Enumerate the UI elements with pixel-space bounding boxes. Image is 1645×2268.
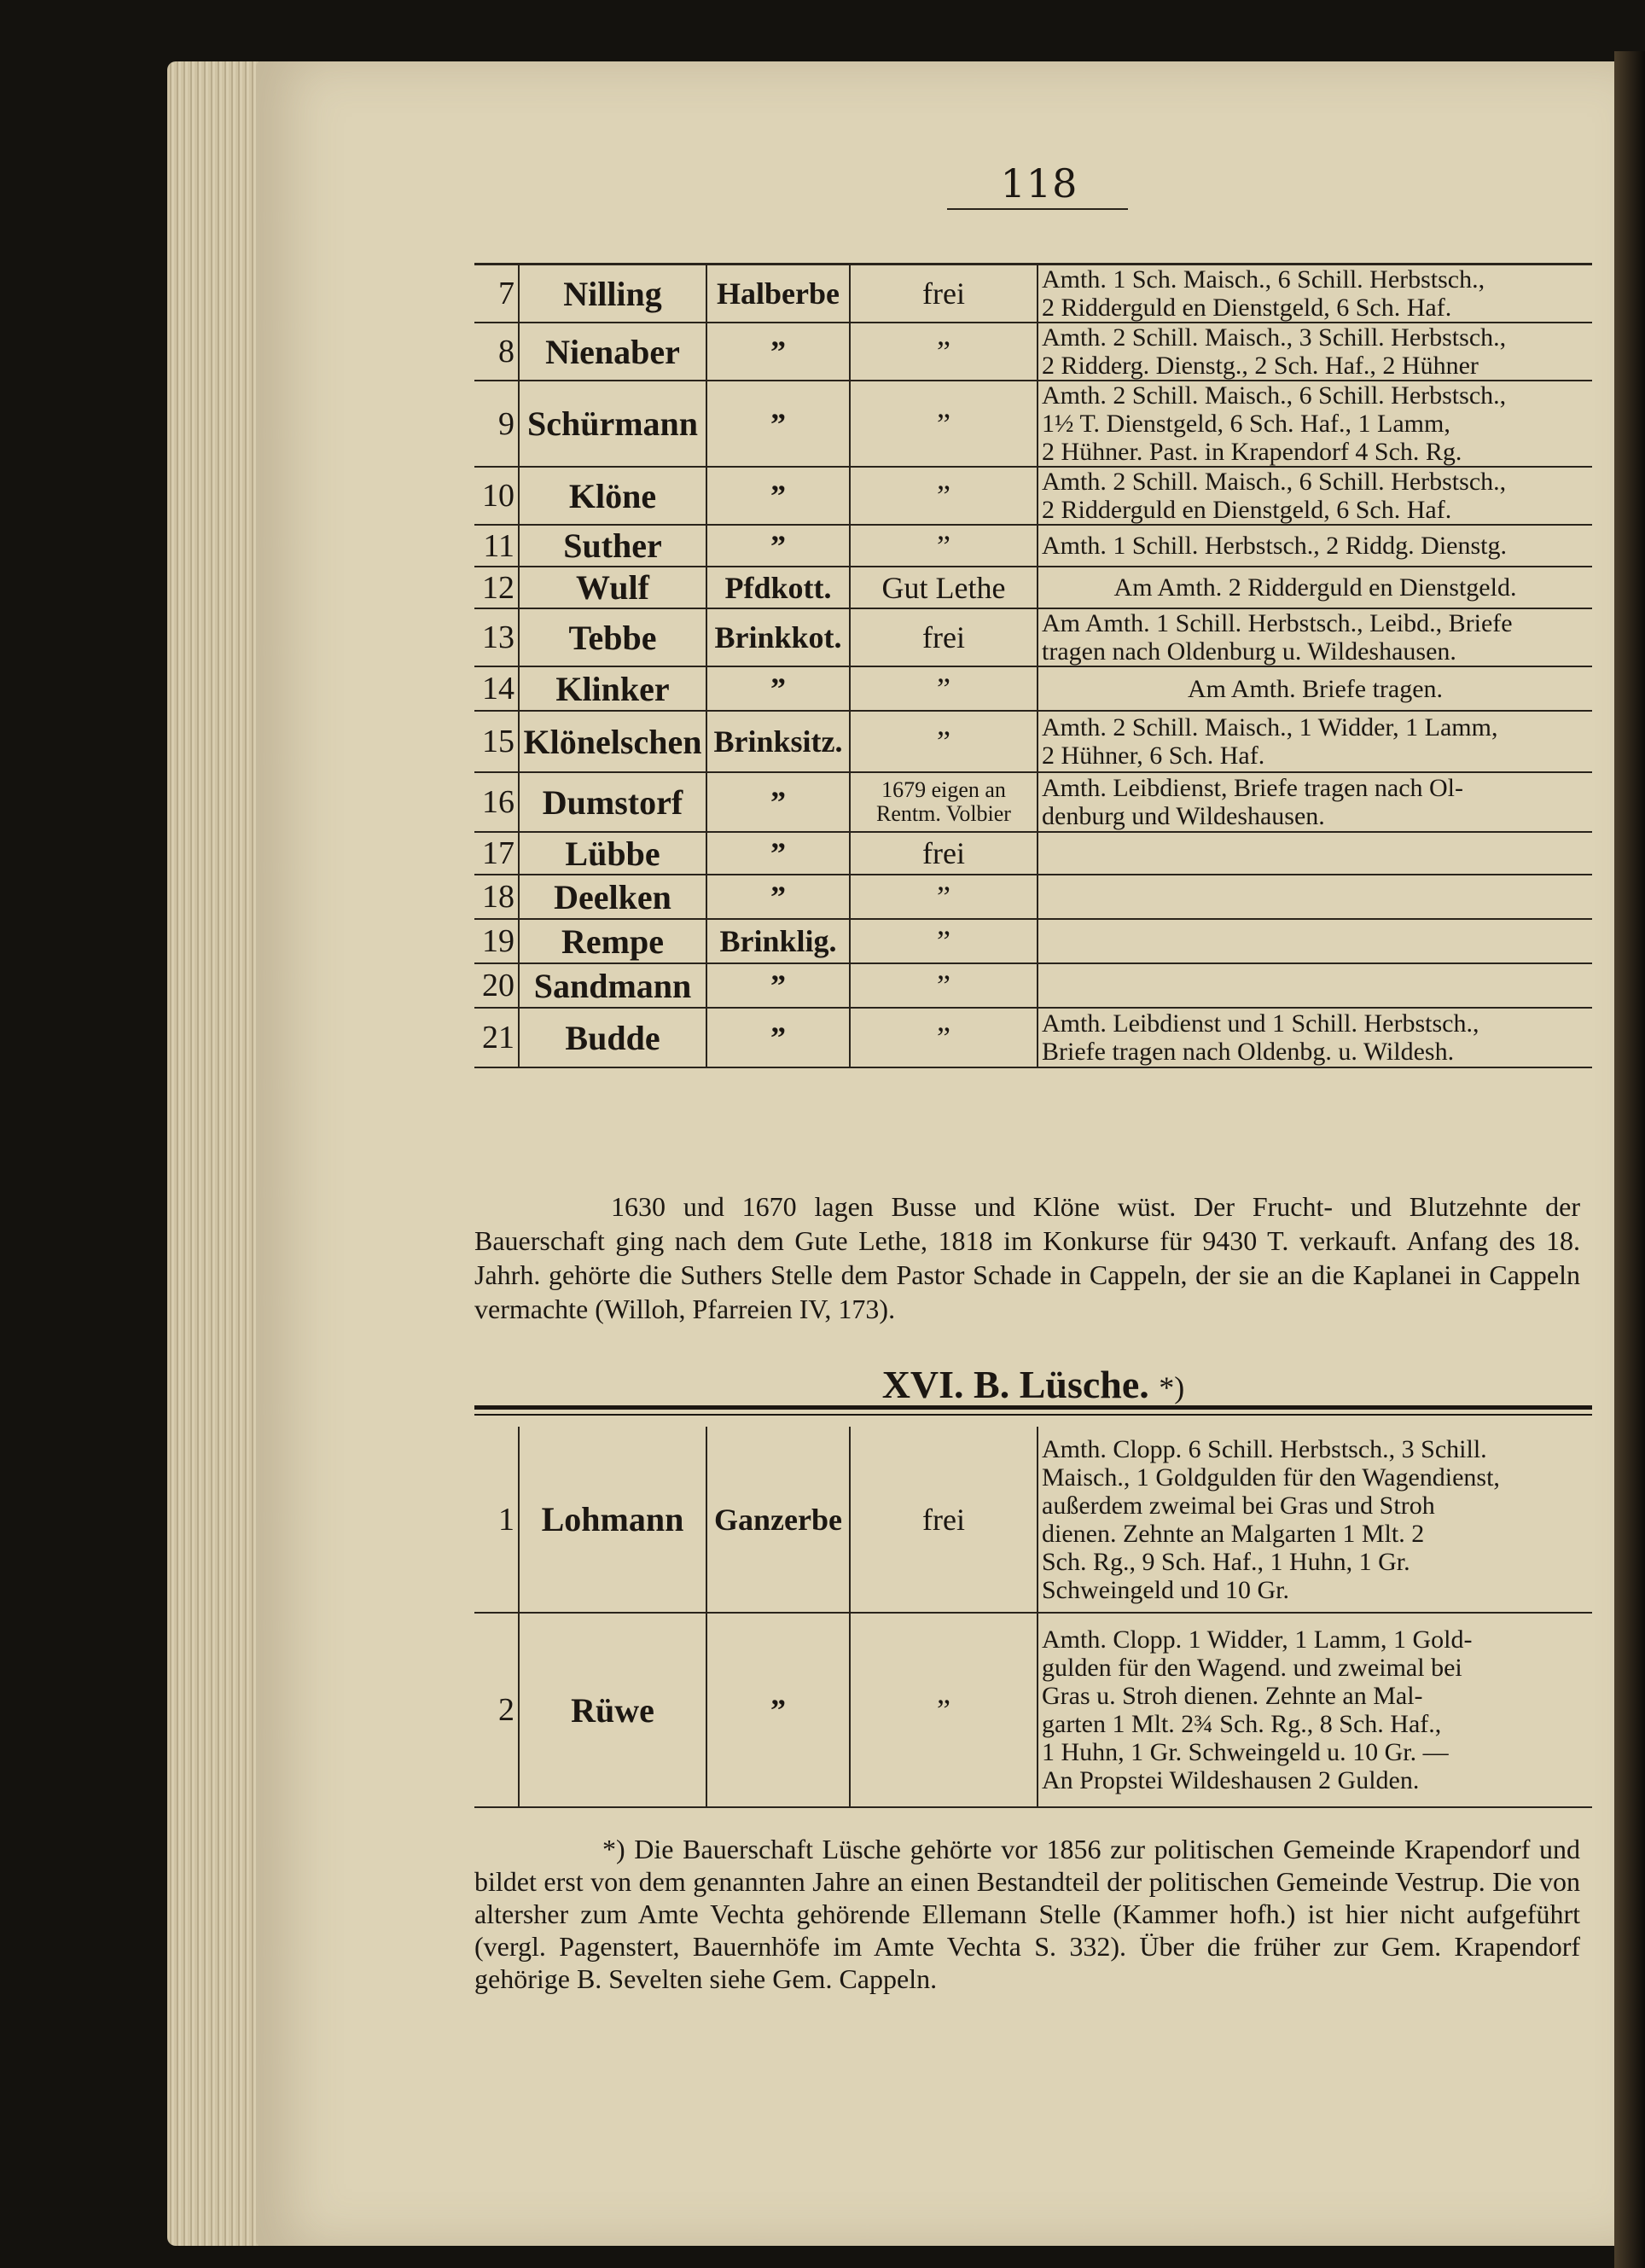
obligation-line: Amth. 2 Schill. Maisch., 6 Schill. Herbstsch., bbox=[1042, 381, 1507, 410]
obligation-line: Gras u. Stroh dienen. Zehnte an Mal- bbox=[1042, 1682, 1423, 1710]
row-number: 19 bbox=[474, 919, 519, 963]
obligation-line: Amth. 2 Schill. Maisch., 6 Schill. Herbstsch., bbox=[1042, 468, 1507, 496]
owner: ” bbox=[850, 711, 1038, 772]
obligation-line: 2 Hühner, 6 Sch. Haf. bbox=[1042, 741, 1265, 770]
farm-status: ” bbox=[706, 963, 850, 1008]
farm-status: ” bbox=[706, 467, 850, 525]
table-row bbox=[474, 875, 1592, 919]
obligations bbox=[1038, 1427, 1592, 1613]
section-double-rule bbox=[474, 1405, 1592, 1416]
farm-status: ” bbox=[706, 381, 850, 467]
obligation-line: Amth. Leibdienst und 1 Schill. Herbstsch., bbox=[1042, 1009, 1479, 1038]
owner: ” bbox=[850, 875, 1038, 919]
row-number: 20 bbox=[474, 963, 519, 1008]
table-row bbox=[474, 467, 1592, 525]
obligation-line: gulden für den Wagend. und zweimal bei bbox=[1042, 1654, 1462, 1682]
farm-status: ” bbox=[706, 1613, 850, 1807]
farm-status: Brinklig. bbox=[706, 919, 850, 963]
obligation-line: Amth. 2 Schill. Maisch., 3 Schill. Herbstsch., bbox=[1042, 323, 1507, 352]
row-number: 14 bbox=[474, 666, 519, 711]
table-row bbox=[474, 567, 1592, 608]
farm-name: Nienaber bbox=[519, 323, 706, 381]
obligations bbox=[1038, 1613, 1592, 1807]
table-row bbox=[474, 525, 1592, 567]
obligation-line: 1 Huhn, 1 Gr. Schweingeld u. 10 Gr. — bbox=[1042, 1738, 1449, 1766]
history-paragraph: 1630 und 1670 lagen Busse und Klöne wüst. Der Frucht- und Blutzehnte der Bauerschaft ging nach dem Gute Lethe, 1818 im Konkurse für 9430 T. verkauft. Anfang des 18. Jahrh. gehörte die Suthers Stelle dem Pastor Schade in Cappeln, der sie an die Kaplanei in Cappeln vermachte (Willoh, Pfarreien IV, 173). bbox=[474, 1191, 1580, 1324]
footnote: *) Die Bauerschaft Lüsche gehörte vor 1856 zur politischen Gemeinde Krapendorf und bildet erst von dem genannten Jahre an einen Bestandteil der politischen Gemeinde Vestrup. Die von altersher zum Amte Vechta gehörende Ellemann Stelle (Kammer hofh.) ist hier nicht aufgeführt (vergl. Pagenstert, Bauernhöfe im Amte Vechta S. 332). Über die früher zur Gem. Krapendorf gehörige B. Sevelten siehe Gem. Cappeln. bbox=[474, 1834, 1580, 1994]
obligation-line: Schweingeld und 10 Gr. bbox=[1042, 1575, 1289, 1604]
farm-name: Dumstorf bbox=[519, 772, 706, 832]
farm-status: Brinkkot. bbox=[706, 608, 850, 666]
owner: frei bbox=[850, 608, 1038, 666]
obligations bbox=[1038, 919, 1592, 963]
owner: frei bbox=[850, 1427, 1038, 1613]
farm-name: Lohmann bbox=[519, 1427, 706, 1613]
obligation-line: Maisch., 1 Goldgulden für den Wagendienst, bbox=[1042, 1463, 1500, 1492]
owner: ” bbox=[850, 919, 1038, 963]
owner: ” bbox=[850, 1613, 1038, 1807]
owner: ” bbox=[850, 381, 1038, 467]
row-number: 11 bbox=[474, 525, 519, 567]
obligation-line: garten 1 Mlt. 2¾ Sch. Rg., 8 Sch. Haf., bbox=[1042, 1710, 1442, 1738]
table-row bbox=[474, 919, 1592, 963]
obligation-line: Amth. Clopp. 6 Schill. Herbstsch., 3 Schill. bbox=[1042, 1434, 1487, 1463]
farm-name: Klöne bbox=[519, 467, 706, 525]
obligation-line: Am Amth. 2 Ridderguld en Dienstgeld. bbox=[1113, 573, 1517, 602]
owner: ” bbox=[850, 1008, 1038, 1067]
table-row bbox=[474, 1613, 1592, 1807]
farm-status: ” bbox=[706, 666, 850, 711]
obligations bbox=[1038, 666, 1592, 711]
page-number: 118 bbox=[1000, 160, 1078, 206]
obligations bbox=[1038, 711, 1592, 772]
table-row bbox=[474, 265, 1592, 323]
farm-name: Tebbe bbox=[519, 608, 706, 666]
obligations bbox=[1038, 772, 1592, 832]
row-number: 1 bbox=[474, 1427, 519, 1613]
farm-name: Lübbe bbox=[519, 832, 706, 875]
farm-status: Brinksitz. bbox=[706, 711, 850, 772]
farm-status: Pfdkott. bbox=[706, 567, 850, 608]
row-number: 18 bbox=[474, 875, 519, 919]
obligation-line: Am Amth. 1 Schill. Herbstsch., Leibd., Briefe bbox=[1042, 609, 1513, 637]
table-row bbox=[474, 711, 1592, 772]
farm-name: Schürmann bbox=[519, 381, 706, 467]
book-spine bbox=[1614, 51, 1645, 2268]
farm-name: Deelken bbox=[519, 875, 706, 919]
farm-status: Halberbe bbox=[706, 265, 850, 323]
farm-name: Nilling bbox=[519, 265, 706, 323]
obligations bbox=[1038, 323, 1592, 381]
owner: ” bbox=[850, 323, 1038, 381]
farm-name: Klinker bbox=[519, 666, 706, 711]
row-number: 10 bbox=[474, 467, 519, 525]
owner: ” bbox=[850, 467, 1038, 525]
obligations bbox=[1038, 265, 1592, 323]
owner: ” bbox=[850, 525, 1038, 567]
row-number: 17 bbox=[474, 832, 519, 875]
table-row bbox=[474, 1427, 1592, 1613]
farm-name: Klönelschen bbox=[519, 711, 706, 772]
obligation-line: denburg und Wildeshausen. bbox=[1042, 802, 1325, 830]
row-number: 12 bbox=[474, 567, 519, 608]
table-row bbox=[474, 608, 1592, 666]
owner: frei bbox=[850, 832, 1038, 875]
obligations bbox=[1038, 467, 1592, 525]
obligation-line: Am Amth. Briefe tragen. bbox=[1187, 674, 1444, 703]
register-table-2 bbox=[474, 1427, 1592, 1808]
farm-name: Wulf bbox=[519, 567, 706, 608]
owner: frei bbox=[850, 265, 1038, 323]
obligation-line: Amth. 2 Schill. Maisch., 1 Widder, 1 Lamm, bbox=[1042, 713, 1498, 741]
obligations bbox=[1038, 525, 1592, 567]
table-row bbox=[474, 832, 1592, 875]
row-number: 21 bbox=[474, 1008, 519, 1067]
owner: ” bbox=[850, 963, 1038, 1008]
register-table-1 bbox=[474, 263, 1592, 1068]
obligation-line: Amth. 1 Sch. Maisch., 6 Schill. Herbstsch., bbox=[1042, 265, 1485, 294]
obligations bbox=[1038, 608, 1592, 666]
table-row bbox=[474, 772, 1592, 832]
table-row bbox=[474, 963, 1592, 1008]
footnote-marker: *) bbox=[1159, 1370, 1185, 1404]
owner: Gut Lethe bbox=[850, 567, 1038, 608]
obligation-line: 2 Ridderguld en Dienstgeld, 6 Sch. Haf. bbox=[1042, 294, 1452, 322]
owner: 1679 eigen an Rentm. Volbier bbox=[850, 772, 1038, 832]
farm-status: ” bbox=[706, 1008, 850, 1067]
farm-status: ” bbox=[706, 832, 850, 875]
row-number: 2 bbox=[474, 1613, 519, 1807]
row-number: 15 bbox=[474, 711, 519, 772]
row-number: 7 bbox=[474, 265, 519, 323]
obligation-line: 2 Hühner. Past. in Krapendorf 4 Sch. Rg. bbox=[1042, 438, 1462, 466]
farm-status: Ganzerbe bbox=[706, 1427, 850, 1613]
row-number: 9 bbox=[474, 381, 519, 467]
farm-name: Budde bbox=[519, 1008, 706, 1067]
table-row bbox=[474, 323, 1592, 381]
obligation-line: außerdem zweimal bei Gras und Stroh bbox=[1042, 1491, 1435, 1520]
row-number: 13 bbox=[474, 608, 519, 666]
table-row bbox=[474, 1008, 1592, 1067]
farm-status: ” bbox=[706, 525, 850, 567]
obligations bbox=[1038, 381, 1592, 467]
table-row bbox=[474, 381, 1592, 467]
obligations bbox=[1038, 567, 1592, 608]
owner: ” bbox=[850, 666, 1038, 711]
page-number-rule bbox=[947, 208, 1128, 210]
obligation-line: 2 Ridderg. Dienstg., 2 Sch. Haf., 2 Hühner bbox=[1042, 352, 1479, 380]
obligations bbox=[1038, 1008, 1592, 1067]
obligation-line: Amth. Clopp. 1 Widder, 1 Lamm, 1 Gold- bbox=[1042, 1625, 1473, 1654]
farm-name: Sandmann bbox=[519, 963, 706, 1008]
row-number: 8 bbox=[474, 323, 519, 381]
section-title-text: XVI. B. Lüsche. bbox=[881, 1363, 1149, 1406]
obligations bbox=[1038, 832, 1592, 875]
obligation-line: Amth. Leibdienst, Briefe tragen nach Ol- bbox=[1042, 774, 1464, 802]
obligation-line: 2 Ridderguld en Dienstgeld, 6 Sch. Haf. bbox=[1042, 496, 1452, 524]
farm-status: ” bbox=[706, 875, 850, 919]
obligations bbox=[1038, 963, 1592, 1008]
obligation-line: tragen nach Oldenburg u. Wildeshausen. bbox=[1042, 637, 1456, 666]
section-title bbox=[474, 1362, 1592, 1407]
obligation-line: An Propstei Wildeshausen 2 Gulden. bbox=[1042, 1766, 1420, 1794]
obligations bbox=[1038, 875, 1592, 919]
table-row bbox=[474, 666, 1592, 711]
obligation-line: 1½ T. Dienstgeld, 6 Sch. Haf., 1 Lamm, bbox=[1042, 410, 1450, 438]
obligation-line: dienen. Zehnte an Malgarten 1 Mlt. 2 bbox=[1042, 1519, 1425, 1548]
row-number: 16 bbox=[474, 772, 519, 832]
obligation-line: Sch. Rg., 9 Sch. Haf., 1 Huhn, 1 Gr. bbox=[1042, 1547, 1410, 1576]
farm-status: ” bbox=[706, 323, 850, 381]
farm-status: ” bbox=[706, 772, 850, 832]
obligation-line: Briefe tragen nach Oldenbg. u. Wildesh. bbox=[1042, 1038, 1455, 1066]
obligation-line: Amth. 1 Schill. Herbstsch., 2 Riddg. Dienstg. bbox=[1042, 532, 1507, 560]
farm-name: Suther bbox=[519, 525, 706, 567]
farm-name: Rüwe bbox=[519, 1613, 706, 1807]
farm-name: Rempe bbox=[519, 919, 706, 963]
